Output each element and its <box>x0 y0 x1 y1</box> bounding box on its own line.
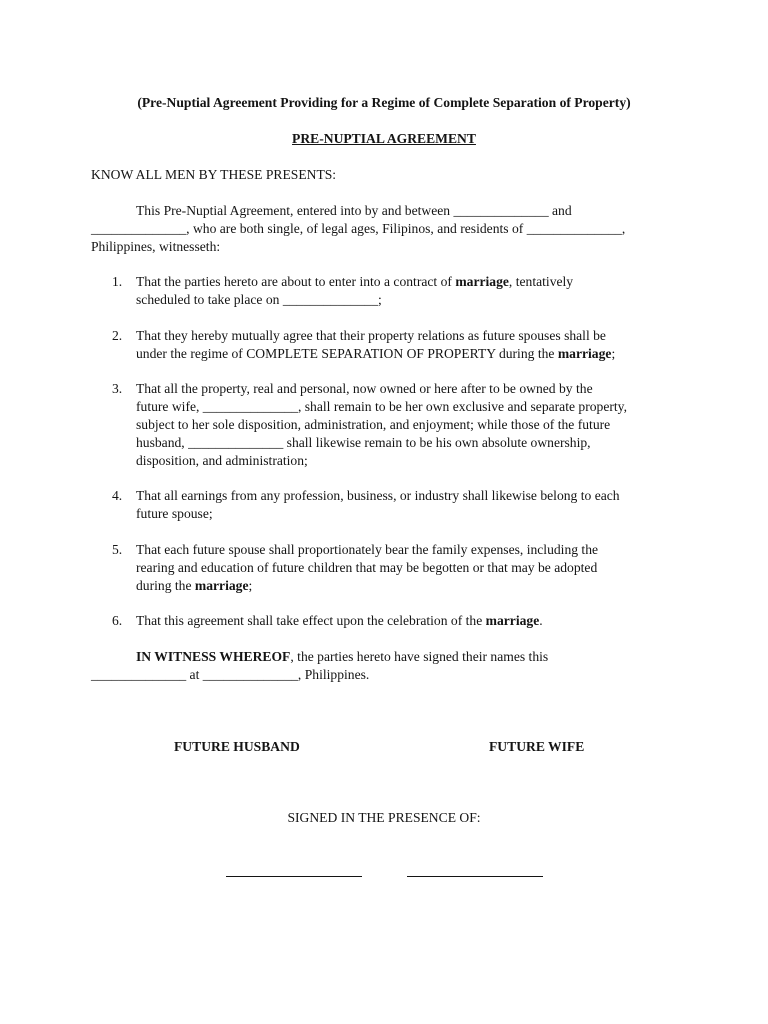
clause-line: disposition, and administration; <box>136 453 308 468</box>
clause-number: 4. <box>112 488 123 503</box>
opening-line: KNOW ALL MEN BY THESE PRESENTS: <box>91 167 337 182</box>
clause-number: 6. <box>112 613 123 628</box>
clause-line: That the parties hereto are about to enter into a contract of marriage, tentatively <box>136 274 574 289</box>
clause-line: future wife, ______________, shall remain to be her own exclusive and separate property, <box>136 399 627 414</box>
witness-presence-label: SIGNED IN THE PRESENCE OF: <box>287 810 481 825</box>
clause-line: husband, ______________ shall likewise remain to be his own absolute ownership, <box>136 435 591 450</box>
clause-number: 2. <box>112 328 123 343</box>
clause-line: That all earnings from any profession, business, or industry shall likewise belong to each <box>136 488 620 503</box>
clause-line: That all the property, real and personal, now owned or here after to be owned by the <box>136 381 593 396</box>
intro-line: This Pre-Nuptial Agreement, entered into by and between ______________ and <box>136 203 572 218</box>
clause-line: scheduled to take place on ______________; <box>136 292 382 307</box>
clause-line: rearing and education of future children that may be begotten or that may be adopted <box>136 560 598 575</box>
witness-signature-line <box>407 876 543 877</box>
clause-line: subject to her sole disposition, administration, and enjoyment; while those of the future <box>136 417 611 432</box>
clause-line: That this agreement shall take effect upon the celebration of the marriage. <box>136 613 543 628</box>
clause-number: 5. <box>112 542 123 557</box>
document-subtitle: (Pre-Nuptial Agreement Providing for a Regime of Complete Separation of Property) <box>137 95 631 110</box>
clause-number: 3. <box>112 381 123 396</box>
clause-line: That they hereby mutually agree that their property relations as future spouses shall be <box>136 328 606 343</box>
clause-line: under the regime of COMPLETE SEPARATION OF PROPERTY during the marriage; <box>136 346 616 361</box>
future-wife-label: FUTURE WIFE <box>489 739 585 754</box>
clause-line: future spouse; <box>136 506 213 521</box>
witness-line: IN WITNESS WHEREOF, the parties hereto have signed their names this <box>136 649 549 664</box>
clause-number: 1. <box>112 274 123 289</box>
intro-line: Philippines, witnesseth: <box>91 239 221 254</box>
intro-line: ______________, who are both single, of legal ages, Filipinos, and residents of ______________, <box>91 221 626 236</box>
future-husband-label: FUTURE HUSBAND <box>174 739 300 754</box>
clause-line: during the marriage; <box>136 578 253 593</box>
clause-line: That each future spouse shall proportionately bear the family expenses, including the <box>136 542 599 557</box>
document-title: PRE-NUPTIAL AGREEMENT <box>292 131 476 146</box>
witness-line: ______________ at ______________, Philippines. <box>91 667 370 682</box>
witness-signature-line <box>226 876 362 877</box>
